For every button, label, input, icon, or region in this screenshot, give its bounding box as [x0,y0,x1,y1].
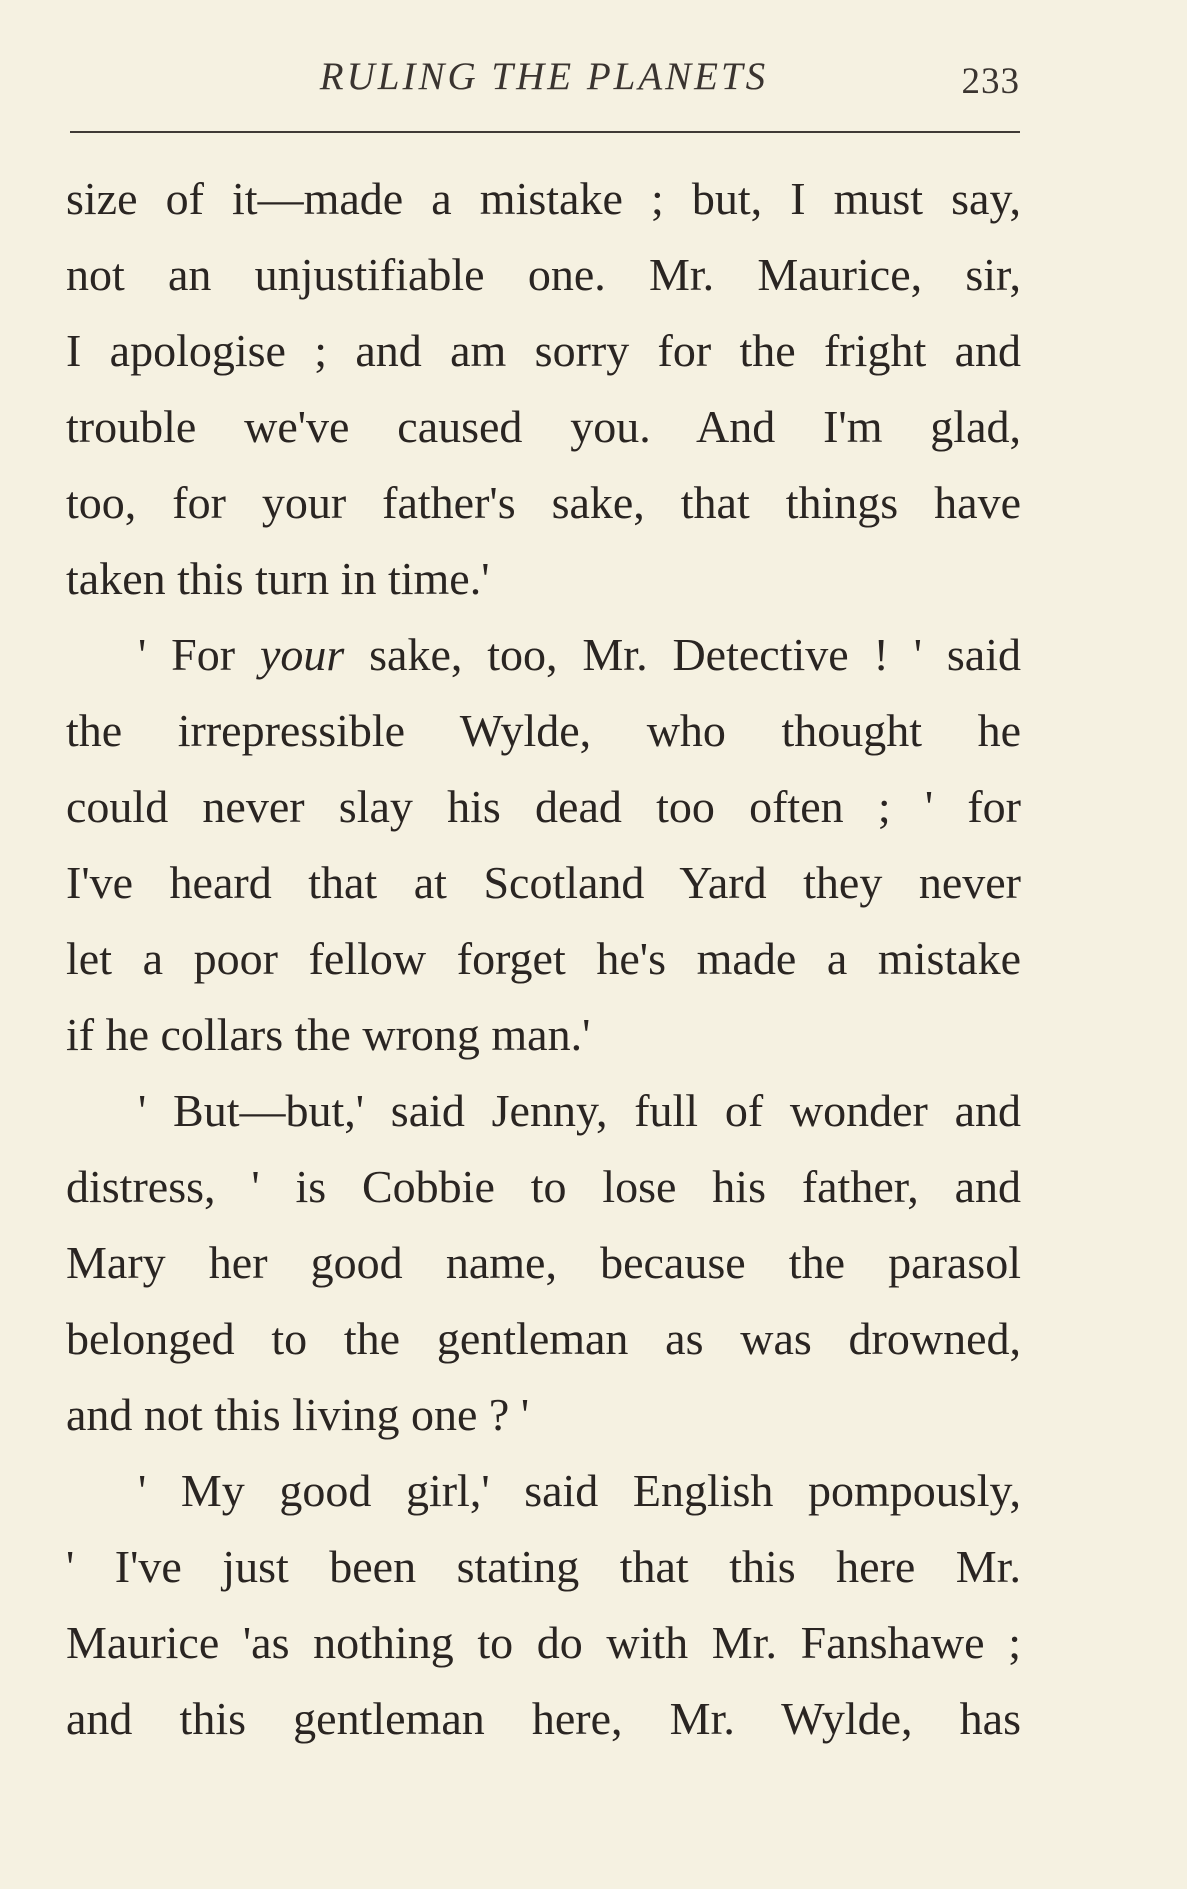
text-line: if he collars the wrong man.' [66,1009,591,1060]
text-segment: ' For [138,629,260,680]
running-title: RULING THE PLANETS [319,55,769,98]
text-line: let a poor fellow forget he's made a mistake [66,933,1021,984]
body-text [66,166,1021,1762]
text-line: Mary her good name, because the parasol [66,1237,1021,1288]
header-rule [70,131,1020,133]
text-line: and this gentleman here, Mr. Wylde, has [66,1693,1021,1744]
text-line: ' But—but,' said Jenny, full of wonder and [138,1085,1021,1136]
text-line: I apologise ; and am sorry for the fright and [66,325,1021,376]
text-line: could never slay his dead too often ; ' for [66,781,1021,832]
text-line: ' I've just been stating that this here Mr. [66,1541,1021,1592]
page-number: 233 [961,61,1020,102]
text-line: and not this living one ? ' [66,1389,530,1440]
text-line: Maurice 'as nothing to do with Mr. Fanshawe ; [66,1617,1021,1668]
text-line: too, for your father's sake, that things have [66,477,1021,528]
text-line: size of it—made a mistake ; but, I must say, [66,173,1021,224]
emphasized-word: your [259,629,345,680]
text-segment: sake, too, Mr. Detective ! ' said [344,629,1021,680]
text-line: I've heard that at Scotland Yard they never [66,857,1021,908]
text-line: ' My good girl,' said English pompously, [138,1465,1021,1516]
text-line: belonged to the gentleman as was drowned, [66,1313,1021,1364]
text-line: taken this turn in time.' [66,553,490,604]
text-line [66,622,1021,698]
text-line: distress, ' is Cobbie to lose his father, and [66,1161,1021,1212]
text-line: the irrepressible Wylde, who thought he [66,705,1021,756]
text-line: trouble we've caused you. And I'm glad, [66,401,1021,452]
text-line: not an unjustifiable one. Mr. Maurice, sir, [66,249,1021,300]
running-head [68,54,1020,110]
